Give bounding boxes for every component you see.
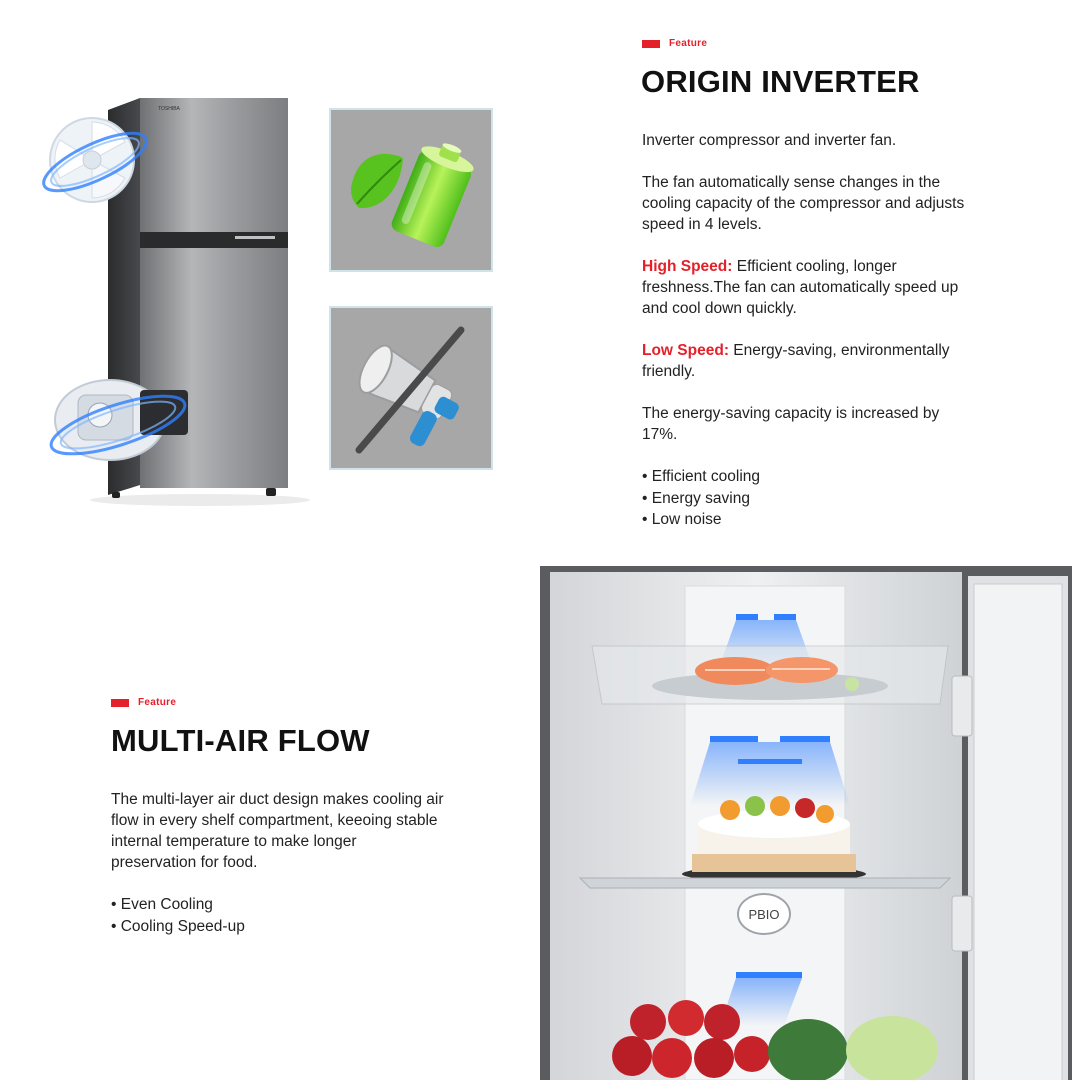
multiair-feature-tag	[111, 697, 176, 708]
low-speed-text: Energy-saving, environmentally friendly.	[642, 342, 950, 380]
fridge-exterior-illustration	[40, 80, 330, 560]
origin-feature-tag	[642, 38, 707, 49]
feature-tag-label: Feature	[138, 697, 177, 708]
origin-capacity: The energy-saving capacity is increased by 17%.	[642, 405, 940, 443]
list-item: • Low noise	[642, 509, 972, 531]
list-item: • Cooling Speed-up	[111, 916, 446, 938]
origin-description: The fan automatically sense changes in the cooling capacity of the compressor and adjusts speed in 4 levels.	[642, 174, 965, 233]
list-item: • Efficient cooling	[642, 466, 972, 488]
high-speed-text: Efficient cooling, longer freshness.The fan can automatically speed up and cool down quickly.	[642, 258, 959, 317]
origin-high-speed	[642, 256, 972, 319]
battery-leaf-icon	[331, 110, 491, 270]
origin-title: ORIGIN INVERTER	[641, 64, 920, 99]
multiair-description: The multi-layer air duct design makes cooling air flow in every shelf compartment, keeoing stable internal temperature to make longer preservation for food.	[111, 791, 444, 871]
list-item: • Energy saving	[642, 488, 972, 510]
feature-tag-label: Feature	[669, 38, 708, 49]
feature-tag-bar	[642, 40, 660, 48]
svg-text:TOSHIBA: TOSHIBA	[158, 106, 180, 112]
pbio-logo-text: PBIO	[748, 907, 780, 922]
list-item: • Even Cooling	[111, 894, 446, 916]
origin-low-speed	[642, 340, 972, 382]
energy-saving-panel	[329, 108, 493, 272]
fridge-interior-illustration	[540, 566, 1072, 1080]
pbio-logo	[738, 894, 790, 934]
high-speed-label: High Speed:	[642, 258, 733, 275]
low-speed-label: Low Speed:	[642, 342, 729, 359]
origin-text-block	[642, 130, 972, 531]
multiair-bullets	[111, 894, 446, 937]
origin-intro: Inverter compressor and inverter fan.	[642, 132, 897, 149]
multiair-text-block	[111, 789, 446, 937]
multiair-title: MULTI-AIR FLOW	[111, 723, 370, 758]
megaphone-crossed-icon	[331, 308, 491, 468]
feature-tag-bar	[111, 699, 129, 707]
low-noise-panel	[329, 306, 493, 470]
origin-bullets	[642, 466, 972, 531]
